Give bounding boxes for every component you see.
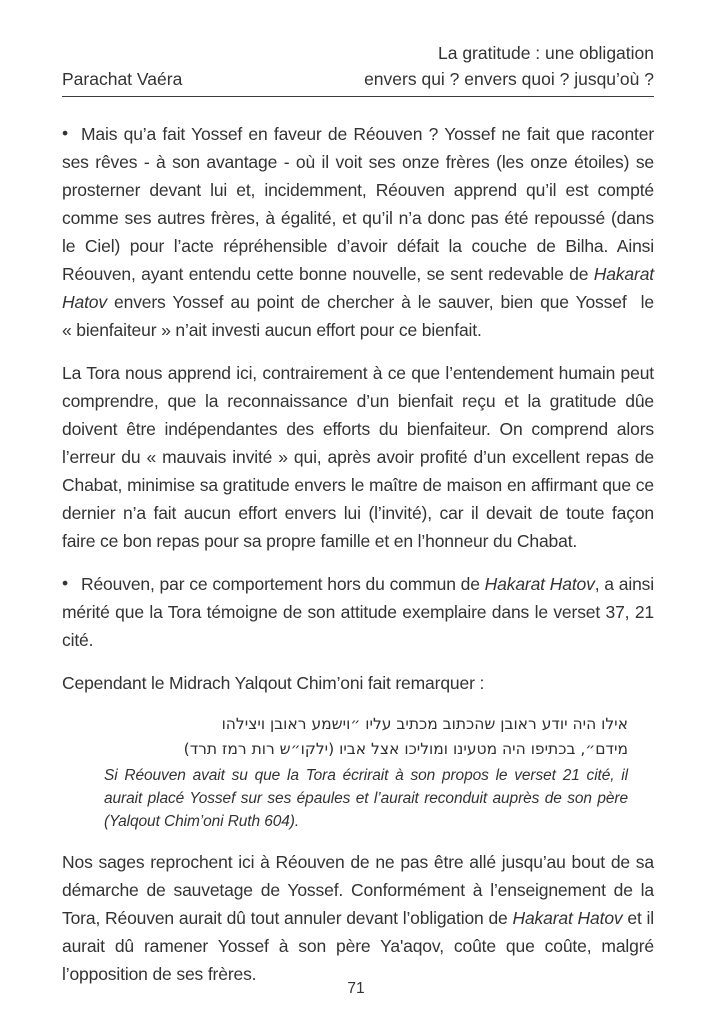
midrash-quote-block xyxy=(104,712,628,833)
paragraph-text: , a ainsi mérité que la Tora témoigne de son attitude exemplaire dans le verset 37, 21 cité. xyxy=(62,574,654,650)
paragraph-reouven-merit xyxy=(62,570,654,654)
page-number: 71 xyxy=(347,980,365,997)
hebrew-quote-line-2: מידם״, בכתיפו היה מטעינו ומוליכו אצל אביו (ילקו״ש רות רמז תרד) xyxy=(183,740,628,758)
hebrew-quote-line-1: אילו היה יודע ראובן שהכתוב מכתיב עליו ״וישמע ראובן ויצילהו xyxy=(221,715,628,733)
header-row xyxy=(62,66,654,97)
hakarat-hatov-term: Hakarat Hatov xyxy=(484,574,595,594)
paragraph-sages-reproach xyxy=(62,848,654,988)
hakarat-hatov-term: Hakarat Hatov xyxy=(512,908,623,928)
quote-french-translation: Si Réouven avait su que la Tora écrirait à son propos le verset 21 cité, il aurait placé Yossef sur ses épaules et l’aurait reconduit auprès de son père (Yalqout Chim’oni Ruth 604). xyxy=(104,767,628,830)
paragraph-yossef-reouven xyxy=(62,120,654,344)
paragraph-midrach-intro: Cependant le Midrach Yalqout Chim’oni fait remarquer : xyxy=(62,673,485,693)
parachah-name: Parachat Vaéra xyxy=(62,69,183,89)
paragraph-text: Nos sages reprochent ici à Réouven de ne pas être allé jusqu’au bout de sa démarche de sauvetage de Yossef. Conformément à l’enseignement de la Tora, Réouven aurait dû tout annuler devant l’obligation de xyxy=(62,852,654,928)
chapter-title-line1: La gratitude : une obligation xyxy=(438,43,654,63)
chapter-title-line2: envers qui ? envers quoi ? jusqu’où ? xyxy=(364,69,654,89)
page-header xyxy=(62,40,654,97)
page-body xyxy=(62,120,654,988)
bullet-marker: • xyxy=(62,573,68,593)
paragraph-text: Réouven, par ce comportement hors du commun de xyxy=(80,574,485,594)
hakarat-hatov-term: Hakarat Hatov xyxy=(62,264,654,312)
paragraph-text: envers Yossef au point de chercher à le sauver, bien que Yossef le « bienfaiteur » n’ait investi aucun effort pour ce bienfait. xyxy=(62,292,654,340)
bullet-marker: • xyxy=(62,123,68,143)
paragraph-tora-teaching: La Tora nous apprend ici, contrairement à ce que l’entendement humain peut comprendre, que la reconnaissance d’un bienfait reçu et la gratitude dûe doivent être indépendantes des efforts du bienfaiteur. On comprend alors l’erreur du « mauvais invité » qui, après avoir profité d’un excellent repas de Chabat, minimise sa gratitude envers le maître de maison en affirmant que ce dernier n’a fait aucun effort envers lui (l’invité), car il devait de toute façon faire ce bon repas pour sa propre famille et en l’honneur du Chabat. xyxy=(62,363,654,551)
paragraph-text: et il aurait dû ramener Yossef à son père Ya'aqov, coûte que coûte, malgré l’opposition de ses frères. xyxy=(62,908,655,984)
paragraph-text: Mais qu’a fait Yossef en faveur de Réouven ? Yossef ne fait que raconter ses rêves - à son avantage - où il voit ses onze frères (les onze étoiles) se prosterner devant lui et, incidemment, Réouven apprend qu’il est compté comme ses autres frères, à égalité, et qu’il n’a donc pas été repoussé (dans le Ciel) pour l’acte répréhensible d’avoir défait la couche de Bilha. Ainsi Réouven, ayant entendu cette bonne nouvelle, se sent redevable de xyxy=(62,124,654,284)
